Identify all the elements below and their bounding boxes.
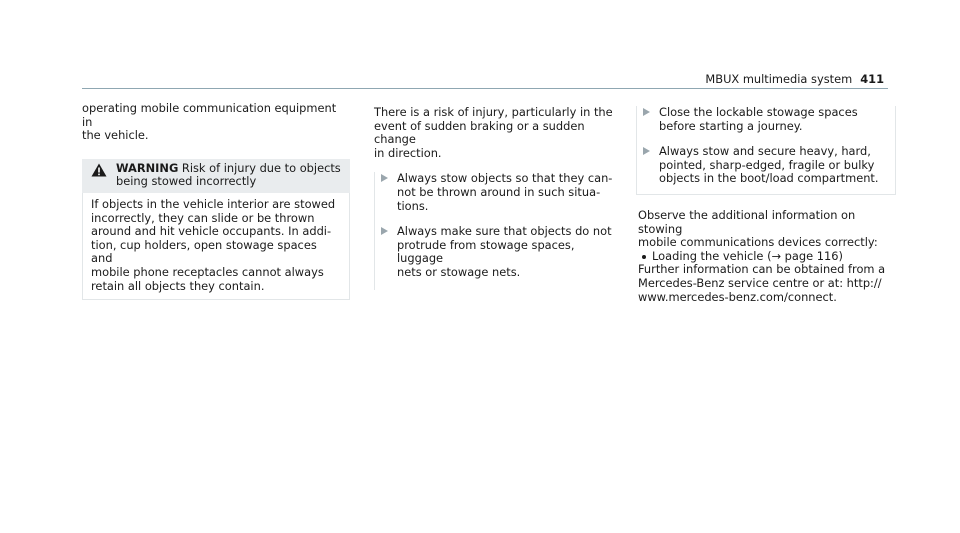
page-header xyxy=(705,73,884,87)
observe-line: Observe the additional information on stowing xyxy=(638,207,856,236)
observe-paragraph xyxy=(636,209,890,304)
steps-box xyxy=(636,106,896,195)
warning-body xyxy=(82,193,350,300)
step-item xyxy=(375,172,614,213)
step-item xyxy=(375,225,614,279)
page-number: 411 xyxy=(860,72,884,86)
further-line[interactable]: www.mercedes-benz.com/connect. xyxy=(638,289,837,304)
header-title: MBUX multimedia system xyxy=(705,72,853,86)
warning-body-line: If objects in the vehicle interior are stowed xyxy=(91,196,336,211)
column-2 xyxy=(374,106,614,290)
risk-paragraph xyxy=(374,106,614,160)
step-arrow-icon xyxy=(381,227,388,235)
warning-headline: Risk of injury due to objects xyxy=(181,160,341,175)
column-3 xyxy=(636,106,890,304)
intro-line-1: operating mobile communication equipment in xyxy=(82,101,337,129)
step-line: nets or stowage nets. xyxy=(397,264,521,279)
warning-triangle-icon xyxy=(91,163,107,177)
risk-line: There is a risk of injury, particularly in the xyxy=(374,105,613,119)
step-arrow-icon xyxy=(381,174,388,182)
step-line: Close the lockable stowage spaces xyxy=(659,105,858,119)
intro-line-2: the vehicle. xyxy=(82,128,149,143)
risk-line: in direction. xyxy=(374,145,442,160)
step-arrow-icon xyxy=(643,108,650,116)
step-line: not be thrown around in such situa- xyxy=(397,184,601,199)
observe-line: mobile communications devices correctly: xyxy=(638,235,878,250)
step-line: Always make sure that objects do not xyxy=(397,224,612,239)
step-line: protrude from stowage spaces, luggage xyxy=(397,237,575,266)
warning-header xyxy=(82,159,350,193)
step-item xyxy=(637,106,889,133)
warning-headline-2: being stowed incorrectly xyxy=(116,174,257,189)
step-arrow-icon xyxy=(643,147,650,155)
header-rule xyxy=(82,88,888,89)
warning-body-line: mobile phone receptacles cannot always xyxy=(91,264,324,279)
steps-box xyxy=(374,172,614,289)
step-item xyxy=(637,145,889,186)
bullet-item[interactable] xyxy=(638,250,890,264)
column-1 xyxy=(82,102,350,300)
warning-box xyxy=(82,159,350,300)
step-line: Always stow and secure heavy, hard, xyxy=(659,144,871,159)
step-line: pointed, sharp-edged, fragile or bulky xyxy=(659,157,875,172)
bullet-link[interactable]: Loading the vehicle (→ page 116) xyxy=(652,248,843,263)
step-line: objects in the boot/load compartment. xyxy=(659,171,879,186)
bullet-dot-icon xyxy=(642,255,646,259)
warning-body-line: incorrectly, they can slide or be thrown xyxy=(91,210,315,225)
warning-body-line: around and hit vehicle occupants. In addi- xyxy=(91,224,332,239)
warning-body-line: retain all objects they contain. xyxy=(91,278,265,293)
step-line: tions. xyxy=(397,198,429,213)
risk-line: event of sudden braking or a sudden change xyxy=(374,118,585,147)
further-line: Further information can be obtained from a xyxy=(638,262,886,277)
warning-label: WARNING xyxy=(116,160,179,175)
further-line: Mercedes-Benz service centre or at: http:// xyxy=(638,275,882,290)
warning-body-line: tion, cup holders, open stowage spaces and xyxy=(91,237,317,266)
step-line: Always stow objects so that they can- xyxy=(397,171,613,186)
step-line: before starting a journey. xyxy=(659,118,803,133)
